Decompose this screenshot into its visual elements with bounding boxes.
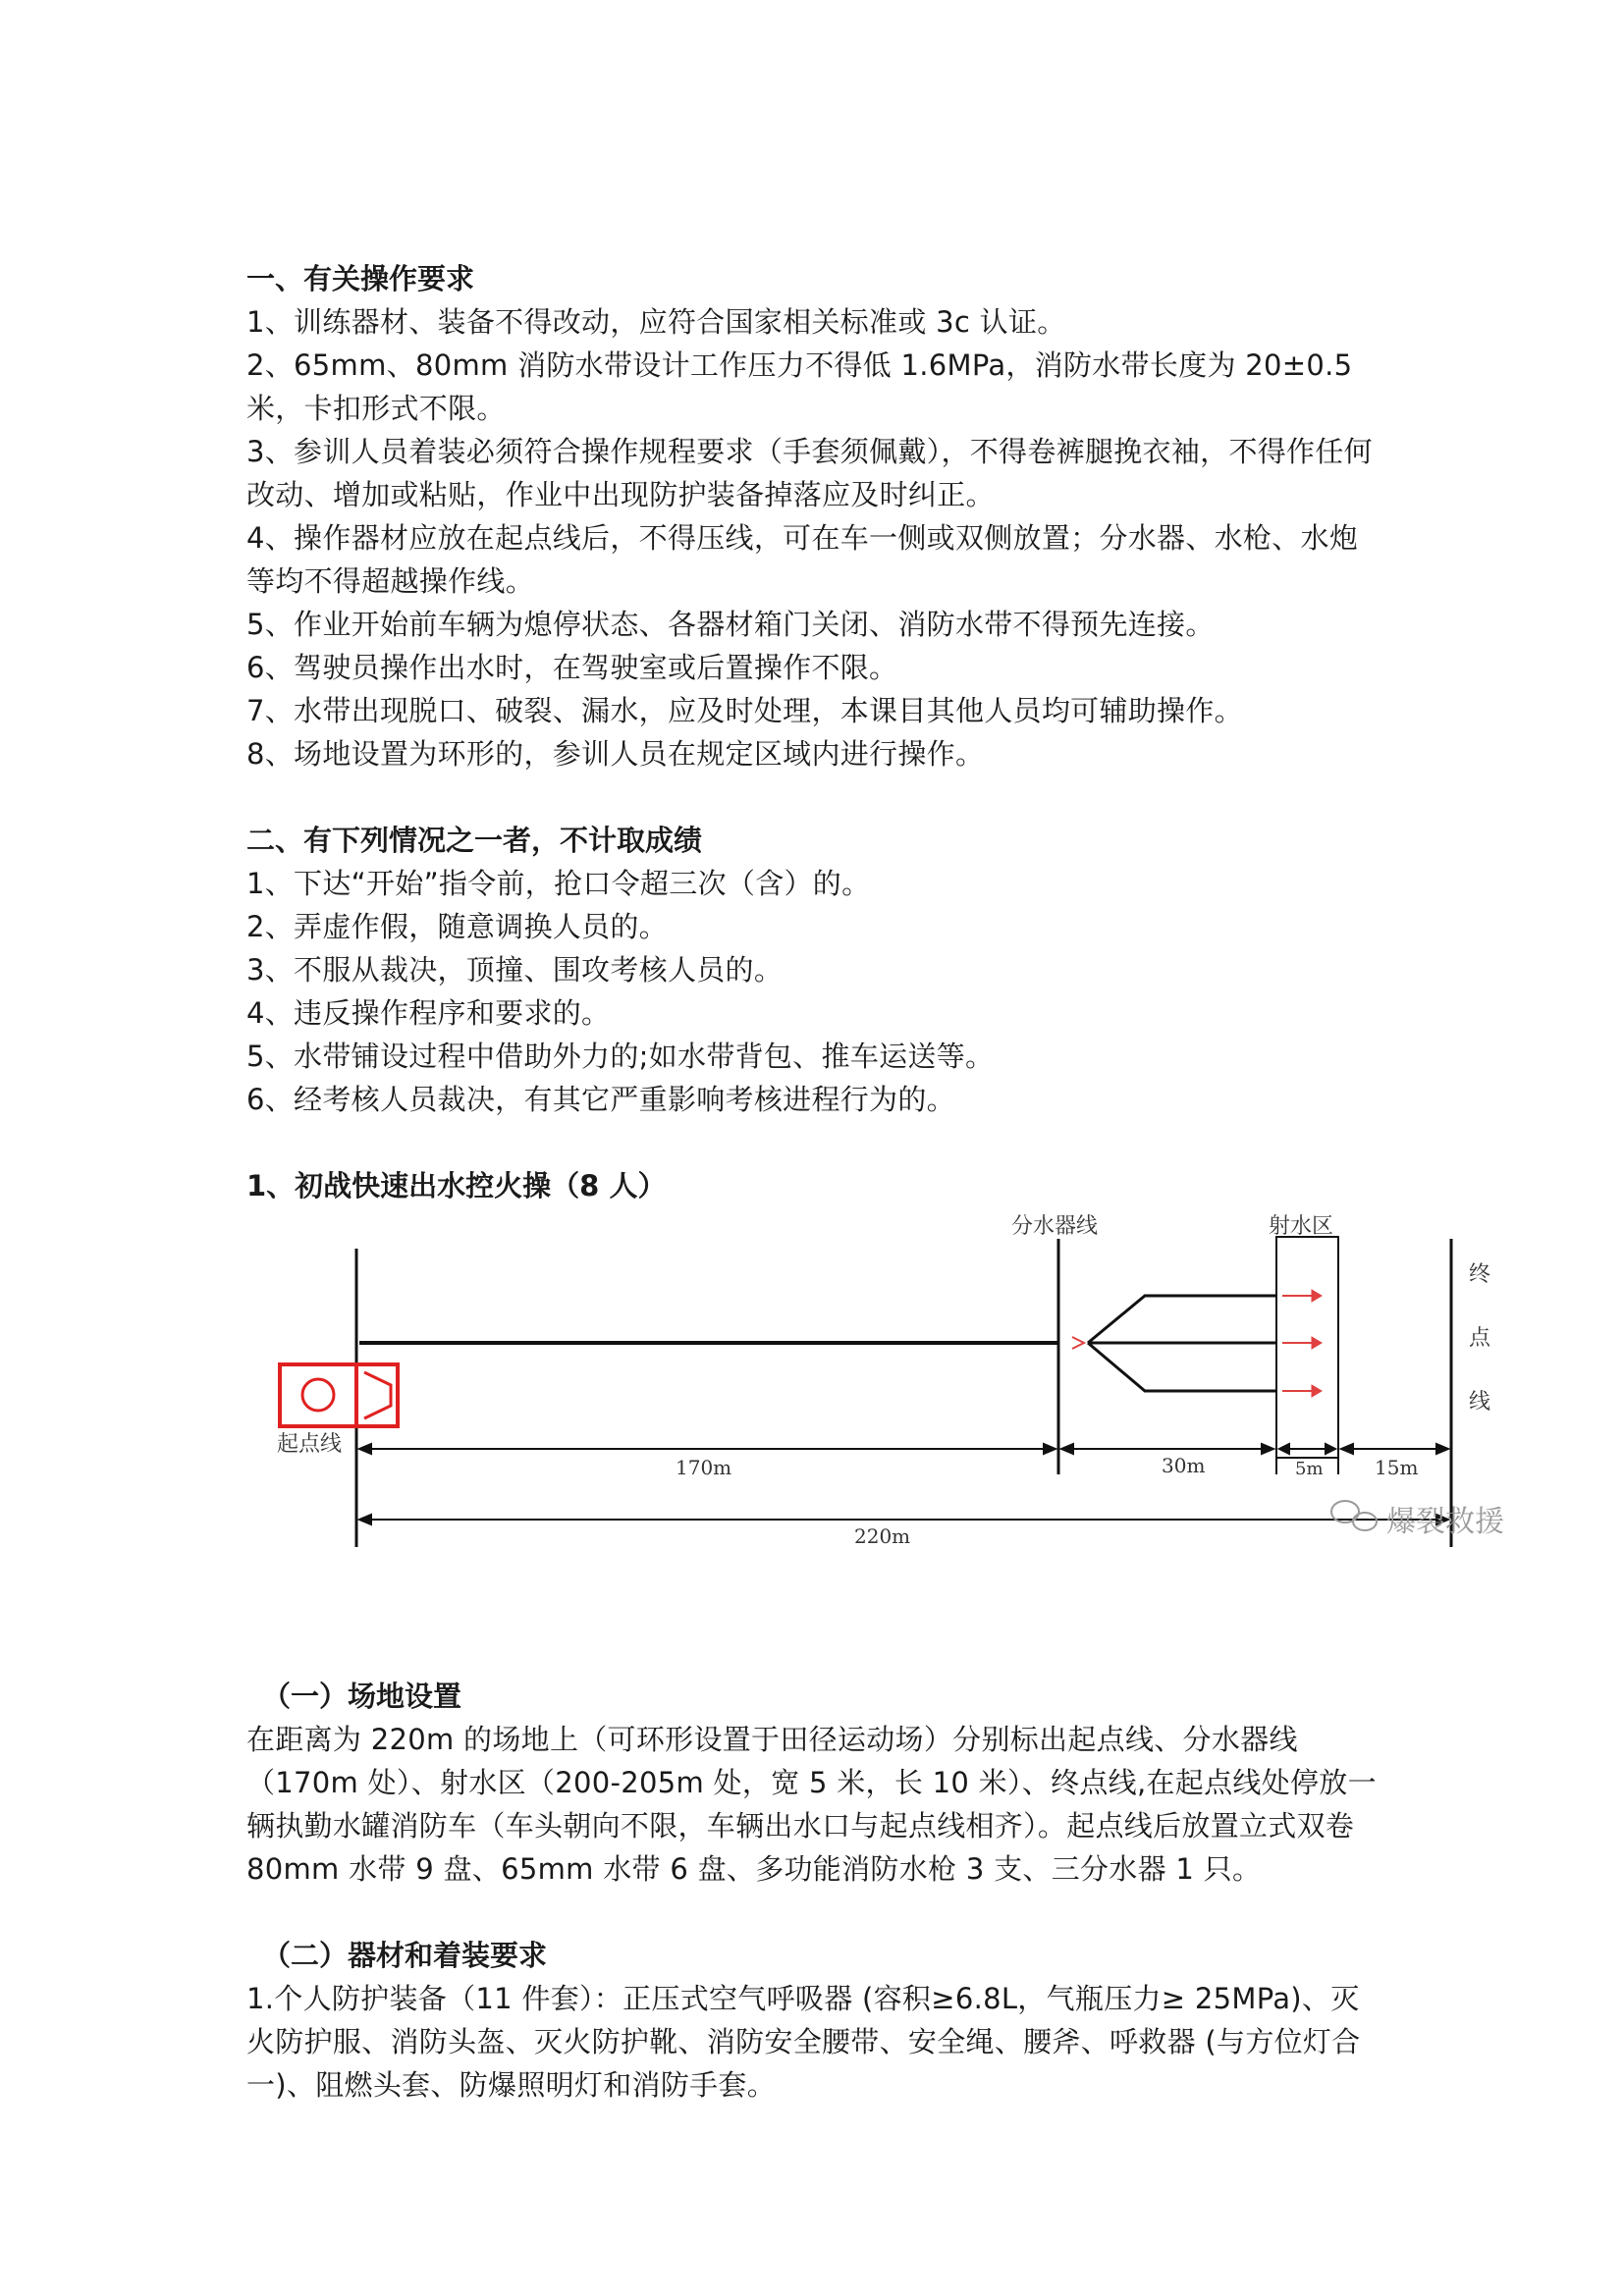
wechat-icon [1331,1501,1377,1530]
branch-hose-top [1088,1296,1276,1343]
section1-item-3: 3、参训人员着装必须符合操作规程要求（手套须佩戴），不得卷裤腿挽衣袖，不得作任何改动、增加或粘贴，作业中出现防护装备掉落应及时纠正。 [246,435,1373,511]
section1-item-5: 5、作业开始前车辆为熄停状态、各器材箱门关闭、消防水带不得预先连接。 [246,608,1215,641]
finish-line-label-1: 终 [1469,1262,1491,1287]
site-layout-diagram [0,1207,1504,1639]
equipment-title: （二）器材和着装要求 [262,1939,548,1972]
section1-item-1: 1、训练器材、装备不得改动，应符合国家相关标准或 3c 认证。 [246,305,1066,339]
section2-item-6: 6、经考核人员裁决，有其它严重影响考核进程行为的。 [246,1083,955,1116]
site-setup-text: 在距离为 220m 的场地上（可环形设置于田径运动场）分别标出起点线、分水器线（170m 处）、射水区（200-205m 处，宽 5 米，长 10 米）、终点线,在起点线处停放一辆执勤水罐消防车（车头朝向不限，车辆出水口与起点线相齐）。起点线后放置立式双卷 80mm 水带 9 盘、65mm 水带 6 盘、多功能消防水枪 3 支、三分水器 1 只。 [246,1723,1377,1886]
finish-line-label-3: 线 [1469,1390,1491,1415]
spray-zone-box [1276,1237,1338,1458]
finish-line-label-2: 点 [1469,1326,1491,1351]
document-page [246,257,1504,2107]
site-setup-title: （一）场地设置 [262,1680,462,1713]
watermark-text: 爆裂救援 [1386,1505,1504,1539]
dimension-30-label: 30m [1162,1454,1206,1477]
section1-item-7: 7、水带出现脱口、破裂、漏水，应及时处理，本课目其他人员均可辅助操作。 [246,694,1243,727]
section1-title: 一、有关操作要求 [246,262,475,295]
splitter-line-label: 分水器线 [1011,1214,1099,1239]
fire-truck-icon [280,1364,398,1426]
section1-item-6: 6、驾驶员操作出水时，在驾驶室或后置操作不限。 [246,651,898,684]
start-line-label: 起点线 [277,1432,343,1457]
section2-item-4: 4、违反操作程序和要求的。 [246,996,611,1030]
section1-item-4: 4、操作器材应放在起点线后，不得压线，可在车一侧或双侧放置；分水器、水枪、水炮等均不得超越操作线。 [246,521,1359,598]
dimension-220-label: 220m [854,1524,911,1548]
dimension-5-label: 5m [1295,1459,1324,1479]
diagram-svg [0,1207,1504,1639]
drill-title: 1、初战快速出水控火操（8 人） [246,1169,667,1202]
branch-hose-bottom [1088,1343,1276,1391]
dimension-row-2 [359,1515,1448,1524]
section2-item-2: 2、弄虚作假，随意调换人员的。 [246,910,668,943]
section2-title: 二、有下列情况之一者，不计取成绩 [246,824,703,857]
section2-item-5: 5、水带铺设过程中借助外力的;如水带背包、推车运送等。 [246,1040,995,1073]
section1-item-8: 8、场地设置为环形的，参训人员在规定区域内进行操作。 [246,737,985,771]
splitter-marker-icon [1072,1337,1084,1349]
dimension-row-1 [359,1444,1448,1474]
equipment-text: 1.个人防护装备（11 件套）：正压式空气呼吸器 (容积≥6.8L，气瓶压力≥ 25MPa)、灭火防护服、消防头盔、灭火防护靴、消防安全腰带、安全绳、腰斧、呼救器 (与方位灯合一)、阻燃头套、防爆照明灯和消防手套。 [246,1982,1361,2102]
dimension-170-label: 170m [676,1456,732,1479]
spray-zone-label: 射水区 [1269,1214,1334,1239]
section2-item-1: 1、下达“开始”指令前，抢口令超三次（含）的。 [246,867,871,900]
section1-item-2: 2、65mm、80mm 消防水带设计工作压力不得低 1.6MPa，消防水带长度为 20±0.5 米，卡扣形式不限。 [246,348,1353,425]
dimension-15-label: 15m [1375,1456,1419,1479]
section2-item-3: 3、不服从裁决，顶撞、围攻考核人员的。 [246,953,784,987]
nozzle-arrows [1282,1290,1322,1397]
